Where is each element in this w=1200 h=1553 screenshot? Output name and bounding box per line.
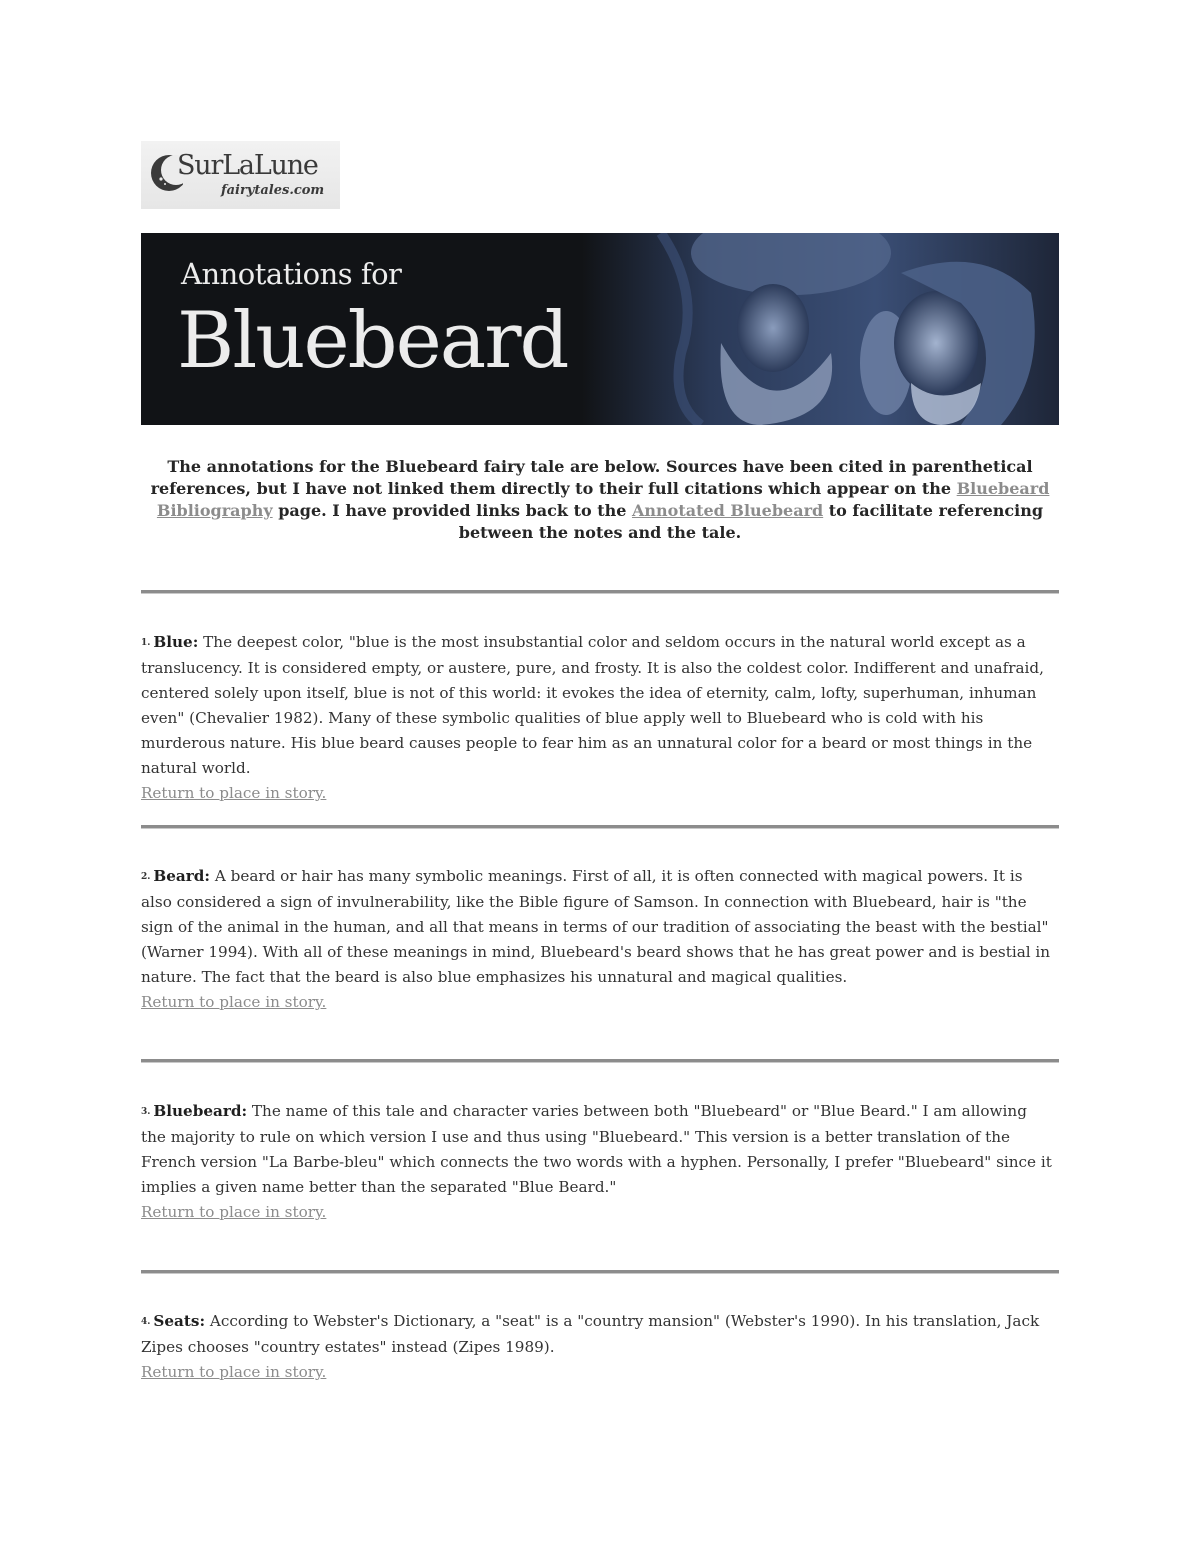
return-to-story-link[interactable]: Return to place in story. xyxy=(141,993,327,1011)
intro-text-2: page. I have provided links back to the xyxy=(272,501,632,520)
annotation-item xyxy=(141,1309,1055,1385)
annotation-number: 4. xyxy=(141,1317,151,1327)
annotation-term: Seats: xyxy=(153,1312,206,1330)
intro-paragraph xyxy=(146,456,1054,544)
return-to-story-link[interactable]: Return to place in story. xyxy=(141,1363,327,1381)
divider xyxy=(141,825,1059,829)
annotation-term: Blue: xyxy=(153,633,199,651)
banner-subtitle: Annotations for xyxy=(181,257,402,291)
divider xyxy=(141,1059,1059,1063)
header-banner xyxy=(141,233,1059,425)
site-logo[interactable] xyxy=(141,141,340,209)
return-to-story-link[interactable]: Return to place in story. xyxy=(141,784,327,802)
annotation-number: 2. xyxy=(141,872,151,882)
annotation-term: Beard: xyxy=(153,867,210,885)
annotation-item xyxy=(141,1099,1055,1225)
annotated-tale-link[interactable]: Annotated Bluebeard xyxy=(631,501,824,520)
annotation-item xyxy=(141,630,1055,806)
divider xyxy=(141,590,1059,594)
annotation-number: 3. xyxy=(141,1107,151,1117)
annotation-text: A beard or hair has many symbolic meanings. First of all, it is often connected with magical powers. It is also considered a sign of invulnerability, like the Bible figure of Samson. In connection with Bluebeard, hair is "the sign of the animal in the human, and all that means in terms of our tradition of associating the beast with the bestial" (Warner 1994). With all of these meanings in mind, Bluebeard's beard shows that he has great power and is bestial in nature. The fact that the beard is also blue emphasizes his unnatural and magical qualities. xyxy=(141,867,1051,986)
annotation-text: According to Webster's Dictionary, a "seat" is a "country mansion" (Webster's 1990). In his translation, Jack Zipes chooses "country estates" instead (Zipes 1989). xyxy=(141,1312,1040,1356)
logo-domain: fairytales.com xyxy=(221,183,325,198)
annotation-number: 1. xyxy=(141,638,151,648)
annotation-text: The name of this tale and character varies between both "Bluebeard" or "Blue Beard." I am allowing the majority to rule on which version I use and thus using "Bluebeard." This version is a better translation of the French version "La Barbe-bleu" which connects the two words with a hyphen. Personally, I prefer "Bluebeard" since it implies a given name better than the separated "Blue Beard." xyxy=(141,1102,1052,1196)
return-to-story-link[interactable]: Return to place in story. xyxy=(141,1203,327,1221)
intro-text-3: to facilitate referencing between the notes and the tale. xyxy=(458,501,1044,542)
divider xyxy=(141,1270,1059,1274)
logo-wordmark: SurLaLune xyxy=(177,150,318,181)
bibliography-link[interactable]: Bluebeard Bibliography xyxy=(156,479,1050,520)
annotation-item xyxy=(141,864,1055,1015)
annotation-term: Bluebeard: xyxy=(153,1102,248,1120)
intro-text-1: The annotations for the Bluebeard fairy tale are below. Sources have been cited in parenthetical references, but I have not linked them directly to their full citations which appear on the xyxy=(150,457,1033,498)
annotation-text: The deepest color, "blue is the most insubstantial color and seldom occurs in the natural world except as a translucency. It is considered empty, or austere, pure, and frosty. It is also the coldest color. Indifferent and unafraid, centered solely upon itself, blue is not of this world: it evokes the idea of eternity, calm, lofty, superhuman, inhuman even" (Chevalier 1982). Many of these symbolic qualities of blue apply well to Bluebeard who is cold with his murderous nature. His blue beard causes people to fear him as an unnatural color for a beard or most things in the natural world. xyxy=(141,633,1044,777)
banner-title: Bluebeard xyxy=(177,296,568,386)
